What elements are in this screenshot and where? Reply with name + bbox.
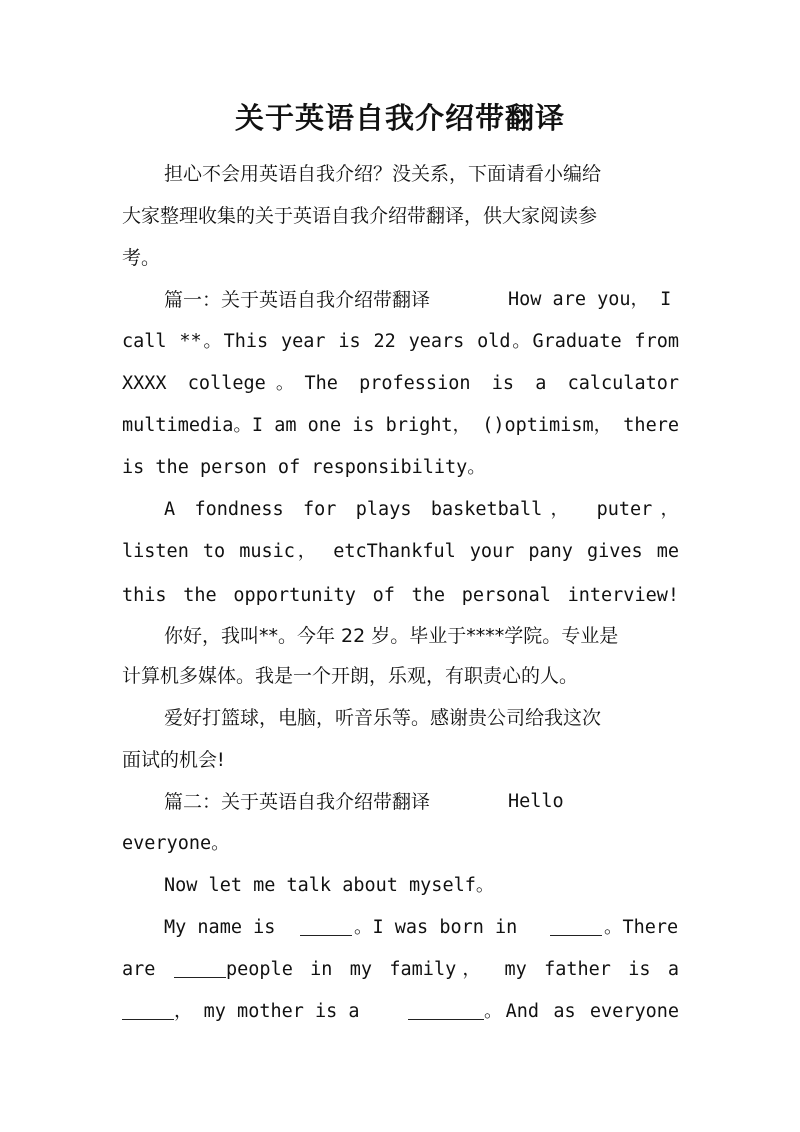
- text-segment: people in my family， my father is a: [226, 959, 679, 980]
- text-segment: 。There: [604, 917, 679, 938]
- paragraph-line: XXXX college。The profession is a calculator: [122, 373, 679, 394]
- section-heading: 篇二：关于英语自我介绍带翻译: [164, 791, 431, 813]
- paragraph-line: is the person of responsibility。: [122, 457, 486, 478]
- fill-blank: [122, 1001, 174, 1020]
- fill-blank: [408, 1001, 484, 1020]
- paragraph-line: 担心不会用英语自我介绍？没关系，下面请看小编给: [164, 163, 602, 185]
- paragraph-line: 你好，我叫**。今年 22 岁。毕业于****学院。专业是: [164, 625, 619, 647]
- text-segment: My name is: [164, 917, 276, 938]
- text-segment: are: [122, 959, 156, 980]
- paragraph-line: listen to music， etcThankful your pany gives me: [122, 541, 679, 562]
- fill-blank: [300, 917, 352, 936]
- english-text: How are you， I: [508, 289, 672, 310]
- text-segment: 。I was born in: [354, 917, 518, 938]
- text-segment: 。And as everyone: [484, 1001, 679, 1022]
- paragraph-line: A fondness for plays basketball， puter，: [164, 499, 679, 520]
- paragraph-line: 爱好打篮球，电脑，听音乐等。感谢贵公司给我这次: [164, 707, 602, 729]
- english-text: Hello: [508, 791, 564, 812]
- section-heading: 篇一：关于英语自我介绍带翻译: [164, 289, 431, 311]
- paragraph-line: multimedia。I am one is bright， ()optimism， there: [122, 415, 679, 436]
- paragraph-line: 计算机多媒体。我是一个开朗，乐观，有职责心的人。: [122, 665, 579, 687]
- document-title: 关于英语自我介绍带翻译: [234, 101, 565, 135]
- section-heading-line: [164, 787, 679, 817]
- paragraph-line: Now let me talk about myself。: [164, 875, 495, 896]
- paragraph-line: 面试的机会!: [122, 749, 225, 771]
- fill-blank: [174, 959, 226, 978]
- paragraph-line: call **。This year is 22 years old。Graduate from: [122, 331, 679, 352]
- paragraph-line: everyone。: [122, 833, 230, 854]
- text-segment: ， my mother is a: [174, 1001, 360, 1022]
- paragraph-line: 考。: [122, 247, 161, 269]
- paragraph-line: this the opportunity of the personal interview!: [122, 585, 679, 606]
- paragraph-line: 大家整理收集的关于英语自我介绍带翻译，供大家阅读参: [122, 205, 598, 227]
- section-heading-line: [164, 285, 679, 315]
- fill-blank: [550, 917, 602, 936]
